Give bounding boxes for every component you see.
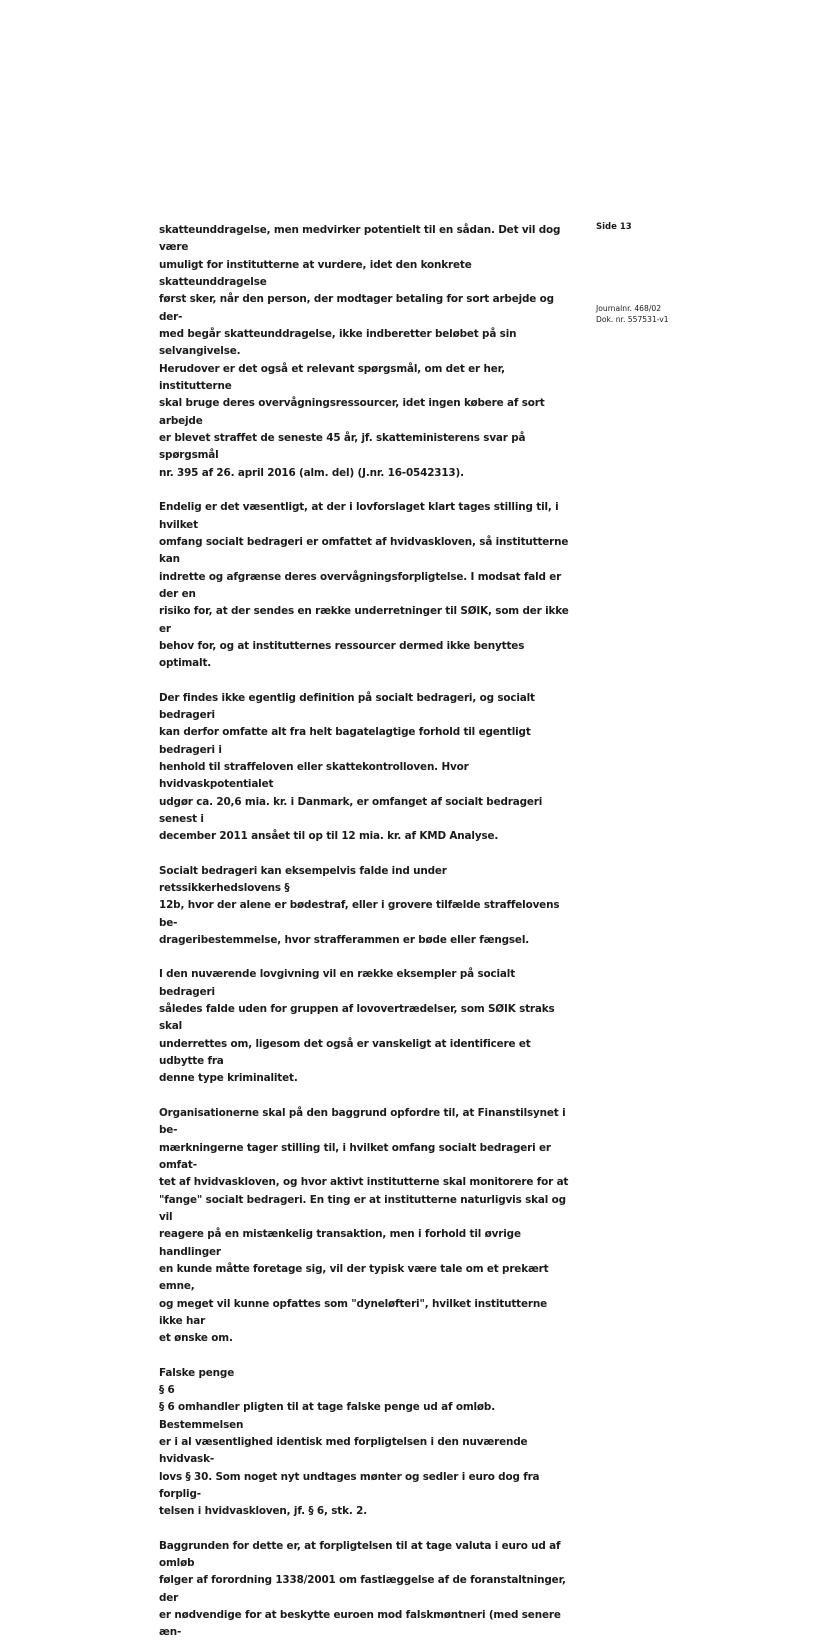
- paragraph-6: Organisationerne skal på den baggrund opfordre til, at Finanstilsynet i be- mærkningerne tager stilling til, i hvilket omfang socialt bedrageri er omfat- tet af hvidvaskloven, og hvor aktivt institutterne skal monitorere for at "fange" socialt bedrageri. En ting er at institutterne naturligvis skal og vil reagere på en mistænkelig transaktion, men i forhold til øvrige handlinger en kunde måtte foretage sig, vil der typisk være tale om et prekært emne, og meget vil kunne opfattes som "dyneløfteri", hvilket institutterne ikke har et ønske om.: [159, 1106, 569, 1345]
- paragraph-4: Socialt bedrageri kan eksempelvis falde ind under retssikkerhedslovens § 12b, hvor der alene er bødestraf, eller i grovere tilfælde straffelovens be- drageribestemmelse, hvor strafferammen er bøde eller fængsel.: [159, 864, 560, 947]
- document-number: Dok. nr. 557531-v1: [596, 315, 669, 324]
- paragraph-2: Endelig er det væsentligt, at der i lovforslaget klart tages stilling til, i hvilket omfang socialt bedrageri er omfattet af hvidvaskloven, så institutterne kan indrette og afgrænse deres overvågningsforpligtelse. I modsat fald er der en risiko for, at der sendes en række underretninger til SØIK, som der ikke er behov for, og at institutternes ressourcer dermed ikke benyttes optimalt.: [159, 501, 569, 670]
- paragraph-5: I den nuværende lovgivning vil en række eksempler på socialt bedrageri således falde uden for gruppen af lovovertrædelser, som SØIK straks skal underrettes om, ligesom det også er vanskeligt at identificere et udbytte fra denne type kriminalitet.: [159, 968, 555, 1085]
- section-number: § 6: [159, 1383, 175, 1396]
- section-heading: Falske penge: [159, 1366, 235, 1379]
- margin-column: [596, 222, 716, 324]
- page-number: Side 13: [596, 222, 632, 232]
- paragraph-8: Baggrunden for dette er, at forpligtelsen til at tage valuta i euro ud af omløb følger af forordning 1338/2001 om fastlæggelse af de foranstaltninger, der er nødvendige for at beskytte euroen mod falskmøntneri (med senere æn-: [159, 1539, 566, 1639]
- paragraph-3: Der findes ikke egentlig definition på socialt bedrageri, og socialt bedrageri kan derfor omfatte alt fra helt bagatelagtige forhold til egentligt bedrageri i henhold til straffeloven eller skattekontrolloven. Hvor hvidvaskpotentialet udgør ca. 20,6 mia. kr. i Danmark, er omfanget af socialt bedrageri senest i december 2011 ansået til op til 12 mia. kr. af KMD Analyse.: [159, 691, 543, 843]
- body-text: [159, 222, 569, 1642]
- paragraph-7: § 6 omhandler pligten til at tage falske penge ud af omløb. Bestemmelsen er i al væsentlighed identisk med forpligtelsen i den nuværende hvidvask- lovs § 30. Som noget nyt undtages mønter og sedler i euro dog fra forplig- telsen i hvidvaskloven, jf. § 6, stk. 2.: [159, 1401, 540, 1518]
- journal-number: Journalnr. 468/02: [596, 304, 662, 313]
- paragraph-1: skatteunddragelse, men medvirker potentielt til en sådan. Det vil dog være umuligt for institutterne at vurdere, idet den konkrete skatteunddragelse først sker, når den person, der modtager betaling for sort arbejde og der- med begår skatteunddragelse, ikke indberetter beløbet på sin selvangivelse. Herudover er det også et relevant spørgsmål, om det er her, institutterne skal bruge deres overvågningsressourcer, idet ingen købere af sort arbejde er blevet straffet de seneste 45 år, jf. skatteministerens svar på spørgsmål nr. 395 af 26. april 2016 (alm. del) (J.nr. 16-0542313).: [159, 224, 561, 479]
- document-reference: [596, 303, 669, 325]
